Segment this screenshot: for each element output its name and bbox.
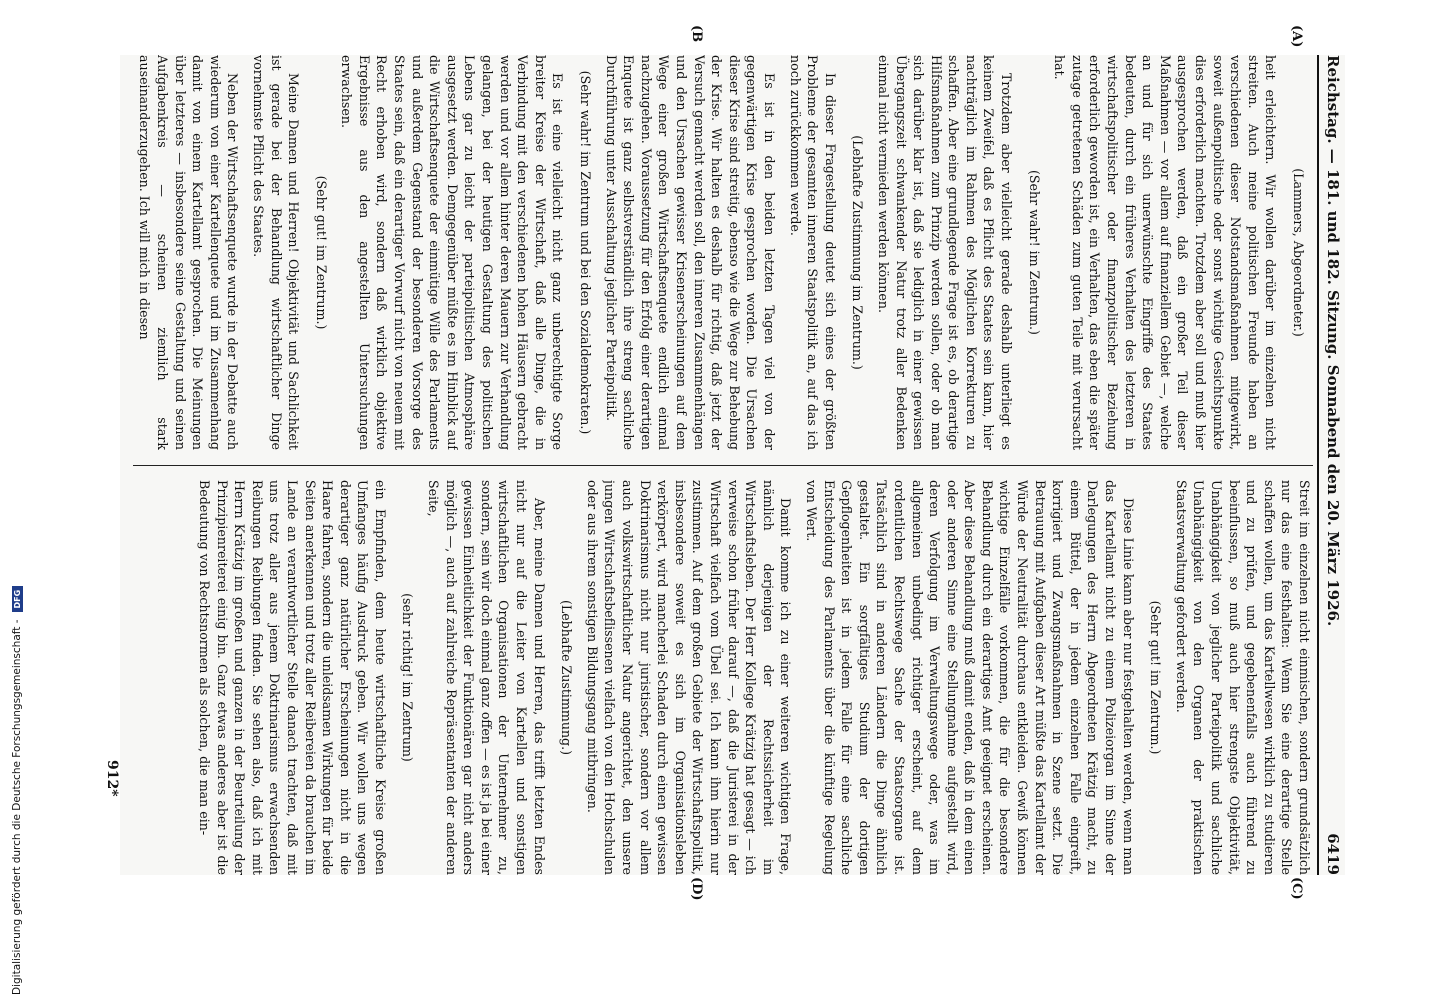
page-number: 6419	[1324, 833, 1342, 875]
footer-number: 912*	[104, 760, 120, 797]
interjection: (Sehr gut! im Zentrum.)	[1148, 600, 1164, 755]
paragraph: Aber, meine Damen und Herren, das trifft letzten Endes nicht nur auf die Leiter von Kartellen und sonstigen wirtschaftlichen Organisationen der Unternehmer zu, sondern, sein wir doch einmal ganz offen — es ist ja bei einer gewissen Einheitlichkeit der Funktionären gar nicht anders möglich —, auch auf zahlreiche Repräsentanten der anderen Seite,	[426, 480, 547, 875]
paragraph: Trotzdem aber vielleicht gerade deshalb unterliegt es keinem Zweifel, daß es Pflicht des Staates sein kann, hier nachträglich im Rahmen des Möglichen Korrekturen zu schaffen. Aber eine grundlegende Frage ist es, ob derartige Hilfsmaßnahmen zum Prinzip werden sollen, oder ob man sich darüber klar ist, daß sie lediglich in einer gewissen Übergangszeit schwankender Natur trotz aller Bedenken einmal nicht vermieden werden können.	[875, 55, 1015, 450]
interjection: (sehr richtig! im Zentrum)	[400, 593, 416, 762]
header-title: Reichstag. — 181. und 182. Sitzung. Sonnabend den 20. März 1926.	[1324, 55, 1342, 627]
paragraph: ein Empfinden, dem heute wirtschaftliche Kreise großen Umfanges häufig Ausdruck geben. Wir wollen uns wegen derartiger ganz natürlicher Erscheinungen nicht in die Haare fahren, sondern die unleidsamen Wirkungen für beide Seiten anerkennen und trotz aller Reibereien da brauchen im Lande an verantwortlicher Stelle danach trachten, daß mit uns trotz aller aus jenem Doktrinarismus erwachsenden Reibungen Reibungen finden. Sie sehen also, daß ich mit Herrn Krätzig im großen und ganzen in der Beurteilung der Prinzipienreiterei einig bin. Ganz etwas anderes aber ist die Bedeutung von Rechtsnormen als solchen, die man ein-	[196, 480, 388, 875]
paragraph: Neben der Wirtschaftsenquete wurde in der Debatte auch wiederum von einer Kartellenquete und im Zusammenhang damit von einem Kartellamt gesprochen. Die Meinungen über letzteres — insbesondere seine Gestaltung und seinen Aufgabenkreis — scheinen ziemlich stark auseinanderzugehen. Ich will mich in diesen	[137, 55, 241, 450]
interjection: (Sehr wahr! im Zentrum.)	[1026, 170, 1042, 335]
margin-mark-a: (A)	[1289, 25, 1304, 48]
paragraph: heit erleichtern. Wir wollen darüber im einzelnen nicht streiten. Auch meine politischen Freunde haben an verschiedenen dieser Notstandsmaßnahmen mitgewirkt, soweit außenpolitische oder sonst wichtige Gesichtspunkte dies erforderlich machten. Trotzdem aber soll und muß hier ausgesprochen werden, daß ein großer Teil dieser Maßnahmen — vor allem auf finanziellem Gebiet —, welche an und für sich unerwünschte Eingriffe des Staates bedeuten, durch ein früheres Verhalten des letzteren in wirtschaftspolitischer oder finanzpolitischer Beziehung erforderlich geworden ist, ein Verhalten, das eben die später zutage getretenen Schäden zum guten Teile mit verursacht hat.	[1052, 55, 1279, 450]
paragraph: Streit im einzelnen nicht einmischen, sondern grundsätzlich nur das eine festhalten: Wenn Sie eine derartige Stelle schaffen wollen, um das Kartellwesen wirklich zu studieren und zu prüfen, und gegebenenfalls auch führend zu beeinflussen, so muß auch hier strengste Objektivität, Unabhängigkeit von jeglicher Parteipolitik und sachliche Unabhängigkeit von den Organen der praktischen Staatsverwaltung gefordert werden.	[1173, 480, 1312, 875]
interjection: (Lebhafte Zustimmung.)	[559, 599, 575, 756]
margin-mark-c: (C)	[1289, 877, 1304, 900]
margin-mark-d: (D)	[689, 877, 704, 901]
paragraph: Es ist in den beiden letzten Tagen viel von der gegenwärtigen Krise gesprochen worden. Die Ursachen dieser Krise sind streitig, ebenso wie die Wege zur Behebung der Krise. Wir halten es deshalb für richtig, daß jetzt der Versuch gemacht werden soll, den inneren Zusammenhängen und den Ursachen gewisser Krisenerscheinungen auf dem Wege einer großen Wirtschaftsenquete endlich einmal nachzugehen. Voraussetzung für den Erfolg einer derartigen Enquete ist ganz selbstverständlich ihre streng sachliche Durchführung unter Ausschaltung jeglicher Parteipolitik.	[603, 55, 777, 450]
interjection: (Lebhafte Zustimmung im Zentrum.)	[850, 135, 866, 370]
page-header	[1317, 55, 1345, 875]
paragraph: In dieser Fragestellung deutet sich eines der größten Probleme der gesamten inneren Staatspolitik an, auf das ich noch zurückkommen werde.	[787, 55, 838, 450]
column-divider	[133, 465, 1313, 466]
left-column	[133, 55, 1313, 450]
paragraph: Es ist eine vielleicht nicht ganz unberechtigte Sorge breiter Kreise der Wirtschaft, daß alle Dinge, die in Verbindung mit den verschiedenen hohen Häusern gebracht werden und vor allem hinter deren Mauern zur Verhandlung gelangen, bei der heutigen Gestaltung des politischen Lebens gar zu leicht der parteipolitischen Atmosphäre ausgesetzt werden. Demgegenüber müßte es im Hinblick auf die Wirtschaftsenquete der einmütige Wille des Parlaments und außerdem Gegenstand der besonderen Vorsorge des Staates sein, daß ein derartiger Vorwurf nicht von neuem mit Recht erhoben wird, sondern daß wirklich objektive Ergebnisse aus den angestellten Untersuchungen erwachsen.	[339, 55, 566, 450]
paragraph: Damit komme ich zu einer weiteren wichtigen Frage, nämlich derjenigen der Rechtssicherheit im Wirtschaftsleben. Der Herr Kollege Krätzig hat gesagt — ich verweise schon früher darauf —, daß die Juristerei in der Wirtschaft vielfach vom Übel sei. Ich kann ihm hierin nur zustimmen. Auf dem großen Gebiete der Wirtschaftspolitik, insbesondere soweit es sich im Organisationsleben verkörpert, wird mancherlei Schaden durch einen gewissen Doktrinarismus nicht nur juristischer, sondern vor allem auch volkswirtschaftlicher Natur angerichtet, den unsere jungen Wirtschaftsbeflissenen vielfach von den Hochschulen oder aus ihrem sonstigen Bildungsgang mitbringen.	[584, 480, 794, 875]
credit-text: Digitalisierung gefördert durch die Deutsche Forschungsgemeinschaft -	[11, 619, 23, 995]
speaker-line: (Lammers, Abgeordneter.)	[1291, 168, 1306, 337]
rotated-page-content	[120, 25, 1345, 901]
interjection: (Sehr wahr! im Zentrum und bei den Sozialdemokraten.)	[578, 70, 594, 435]
paragraph: Meine Damen und Herren! Objektivität und Sachlichkeit ist gerade bei der Behandlung wirtschaftlicher Dinge vornehmste Pflicht des Staates.	[250, 55, 302, 450]
right-column	[133, 480, 1313, 875]
interjection: (Sehr gut! im Zentrum.)	[313, 175, 329, 330]
margin-mark-b: (B	[689, 25, 704, 43]
digitization-credit	[10, 5, 24, 995]
paragraph: Diese Linie kann aber nur festgehalten werden, wenn man das Kartellamt nicht zu einem Polizeiorgan im Sinne der Darlegungen des Herrn Abgeordneten Krätzig macht, zu einem Büttel, der in jedem einzelnen Falle eingreift, korrigiert und Zwangsmaßnahmen in Szene setzt. Die Betrauung mit Aufgaben dieser Art müßte das Kartellamt der Würde der Neutralität durchaus entkleiden. Gewiß können wichtige Einzelfälle vorkommen, die für die besondere Behandlung durch ein derartiges Amt geeignet erscheinen. Aber diese Behandlung muß damit enden, daß in dem einen oder anderen Sinne eine Stellungnahme aufgestellt wird, deren Verfolgung im Verwaltungswege oder, was im allgemeinen unbedingt richtiger erscheint, auf dem ordentlichen Rechtswege Sache der Staatsorgane ist. Tatsächlich sind in anderen Ländern die Dinge ähnlich gestaltet. Ein sorgfältiges Studium der dortigen Gepflogenheiten ist in jedem Falle für eine sachliche Entscheidung des Parlaments über die künftige Regelung von Wert.	[803, 480, 1136, 875]
dfg-logo: DFG	[12, 586, 23, 612]
